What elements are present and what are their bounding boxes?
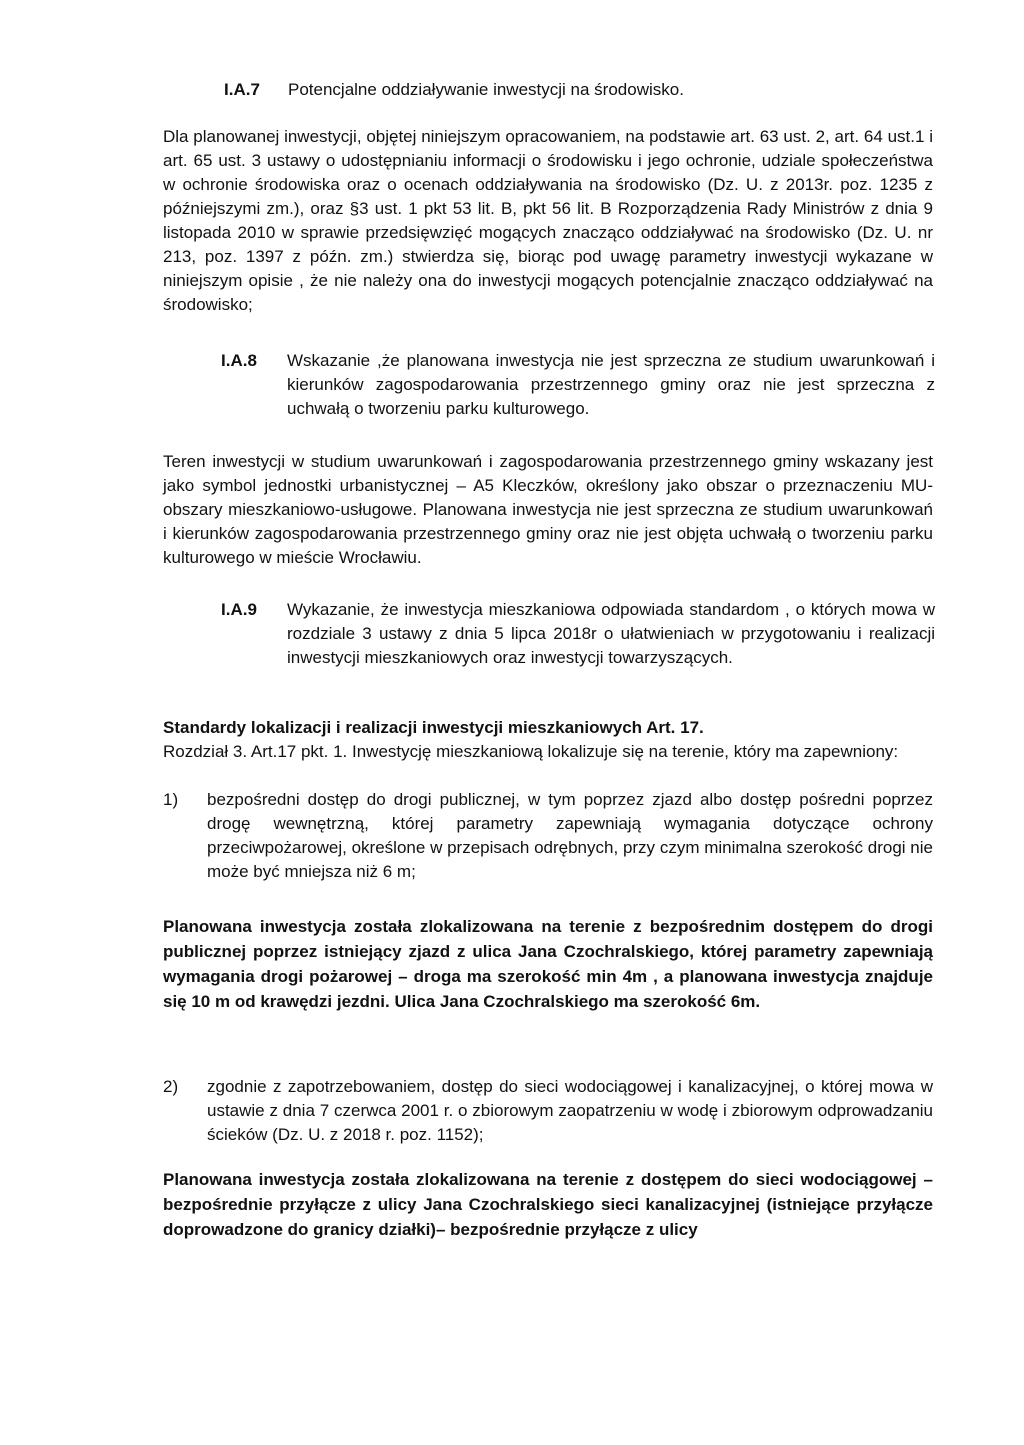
standards-intro: Rozdział 3. Art.17 pkt. 1. Inwestycję mieszkaniową lokalizuje się na terenie, który ma zapewniony: — [163, 742, 899, 761]
section-a8-title: Wskazanie ,że planowana inwestycja nie jest sprzeczna ze studium uwarunkowań i kierunków zagospodarowania przestrzennego gminy oraz nie jest sprzeczna z uchwałą o tworzeniu parku kulturowego. — [287, 351, 935, 418]
standards-heading: Standardy lokalizacji i realizacji inwestycji mieszkaniowych Art. 17. — [163, 718, 704, 737]
section-a8-number: I.A.8 — [221, 351, 257, 370]
standards-item-1-text: bezpośredni dostęp do drogi publicznej, w tym poprzez zjazd albo dostęp pośredni poprzez drogę wewnętrzną, której parametry zapewniają wymagania dotyczące ochrony przeciwpożarowej, określone w przepisach odrębnych, przy czym minimalna szerokość drogi nie może być mniejsza niż 6 m; — [207, 790, 933, 881]
standards-item-2-answer: Planowana inwestycja została zlokalizowana na terenie z dostępem do sieci wodociągowej – bezpośrednie przyłącze z ulicy Jana Czochralskiego sieci kanalizacyjnej (istniejące przyłącze doprowadzone do granicy działki)– bezpośrednie przyłącze z ulicy — [163, 1170, 933, 1239]
standards-item-1-answer: Planowana inwestycja została zlokalizowana na terenie z bezpośrednim dostępem do drogi publicznej poprzez istniejący zjazd z ulica Jana Czochralskiego, której parametry zapewniają wymagania drogi pożarowej – droga ma szerokość min 4m , a planowana inwestycja znajduje się 10 m od krawędzi jezdni. Ulica Jana Czochralskiego ma szerokość 6m. — [163, 917, 933, 1011]
section-a9-title: Wykazanie, że inwestycja mieszkaniowa odpowiada standardom , o których mowa w rozdziale 3 ustawy z dnia 5 lipca 2018r o ułatwieniach w przygotowaniu i realizacji inwestycji mieszkaniowych oraz inwestycji towarzyszących. — [287, 600, 935, 667]
section-a7-title: Potencjalne oddziaływanie inwestycji na środowisko. — [288, 80, 684, 99]
standards-item-1 — [163, 788, 933, 884]
standards-item-1-number: 1) — [163, 790, 179, 809]
section-a7-body: Dla planowanej inwestycji, objętej niniejszym opracowaniem, na podstawie art. 63 ust. 2, art. 64 ust.1 i art. 65 ust. 3 ustawy o udostępnianiu informacji o środowisku i jego ochronie, udziale społeczeństwa w ochronie środowiska oraz o ocenach oddziaływania na środowisko (Dz. U. z 2013r. poz. 1235 z późniejszymi zm.), oraz §3 ust. 1 pkt 53 lit. B, pkt 56 lit. B Rozporządzenia Rady Ministrów z dnia 9 listopada 2010 w sprawie przedsięwzięć mogących znacząco oddziaływać na środowisko (Dz. U. nr 213, poz. 1397 z późn. zm.) stwierdza się, biorąc pod uwagę parametry inwestycji wykazane w niniejszym opisie , że nie należy ona do inwestycji mogących potencjalnie znacząco oddziaływać na środowisko; — [163, 127, 933, 314]
section-a7-heading — [224, 78, 924, 102]
standards-item-2 — [163, 1075, 933, 1147]
section-a9-heading — [221, 598, 935, 670]
standards-item-2-text: zgodnie z zapotrzebowaniem, dostęp do sieci wodociągowej i kanalizacyjnej, o której mowa w ustawie z dnia 7 czerwca 2001 r. o zbiorowym zaopatrzeniu w wodę i zbiorowym odprowadzaniu ścieków (Dz. U. z 2018 r. poz. 1152); — [207, 1077, 933, 1144]
section-a8-body: Teren inwestycji w studium uwarunkowań i zagospodarowania przestrzennego gminy wskazany jest jako symbol jednostki urbanistycznej – A5 Kleczków, określony jako obszar o przeznaczeniu MU- obszary mieszkaniowo-usługowe. Planowana inwestycja nie jest sprzeczna ze studium uwarunkowań i kierunków zagospodarowania przestrzennego gminy oraz nie jest objęta uchwałą o tworzeniu parku kulturowego w mieście Wrocławiu. — [163, 452, 933, 567]
section-a9-number: I.A.9 — [221, 600, 257, 619]
section-a7-number: I.A.7 — [224, 80, 260, 99]
section-a8-heading — [221, 349, 935, 421]
standards-item-2-number: 2) — [163, 1077, 179, 1096]
